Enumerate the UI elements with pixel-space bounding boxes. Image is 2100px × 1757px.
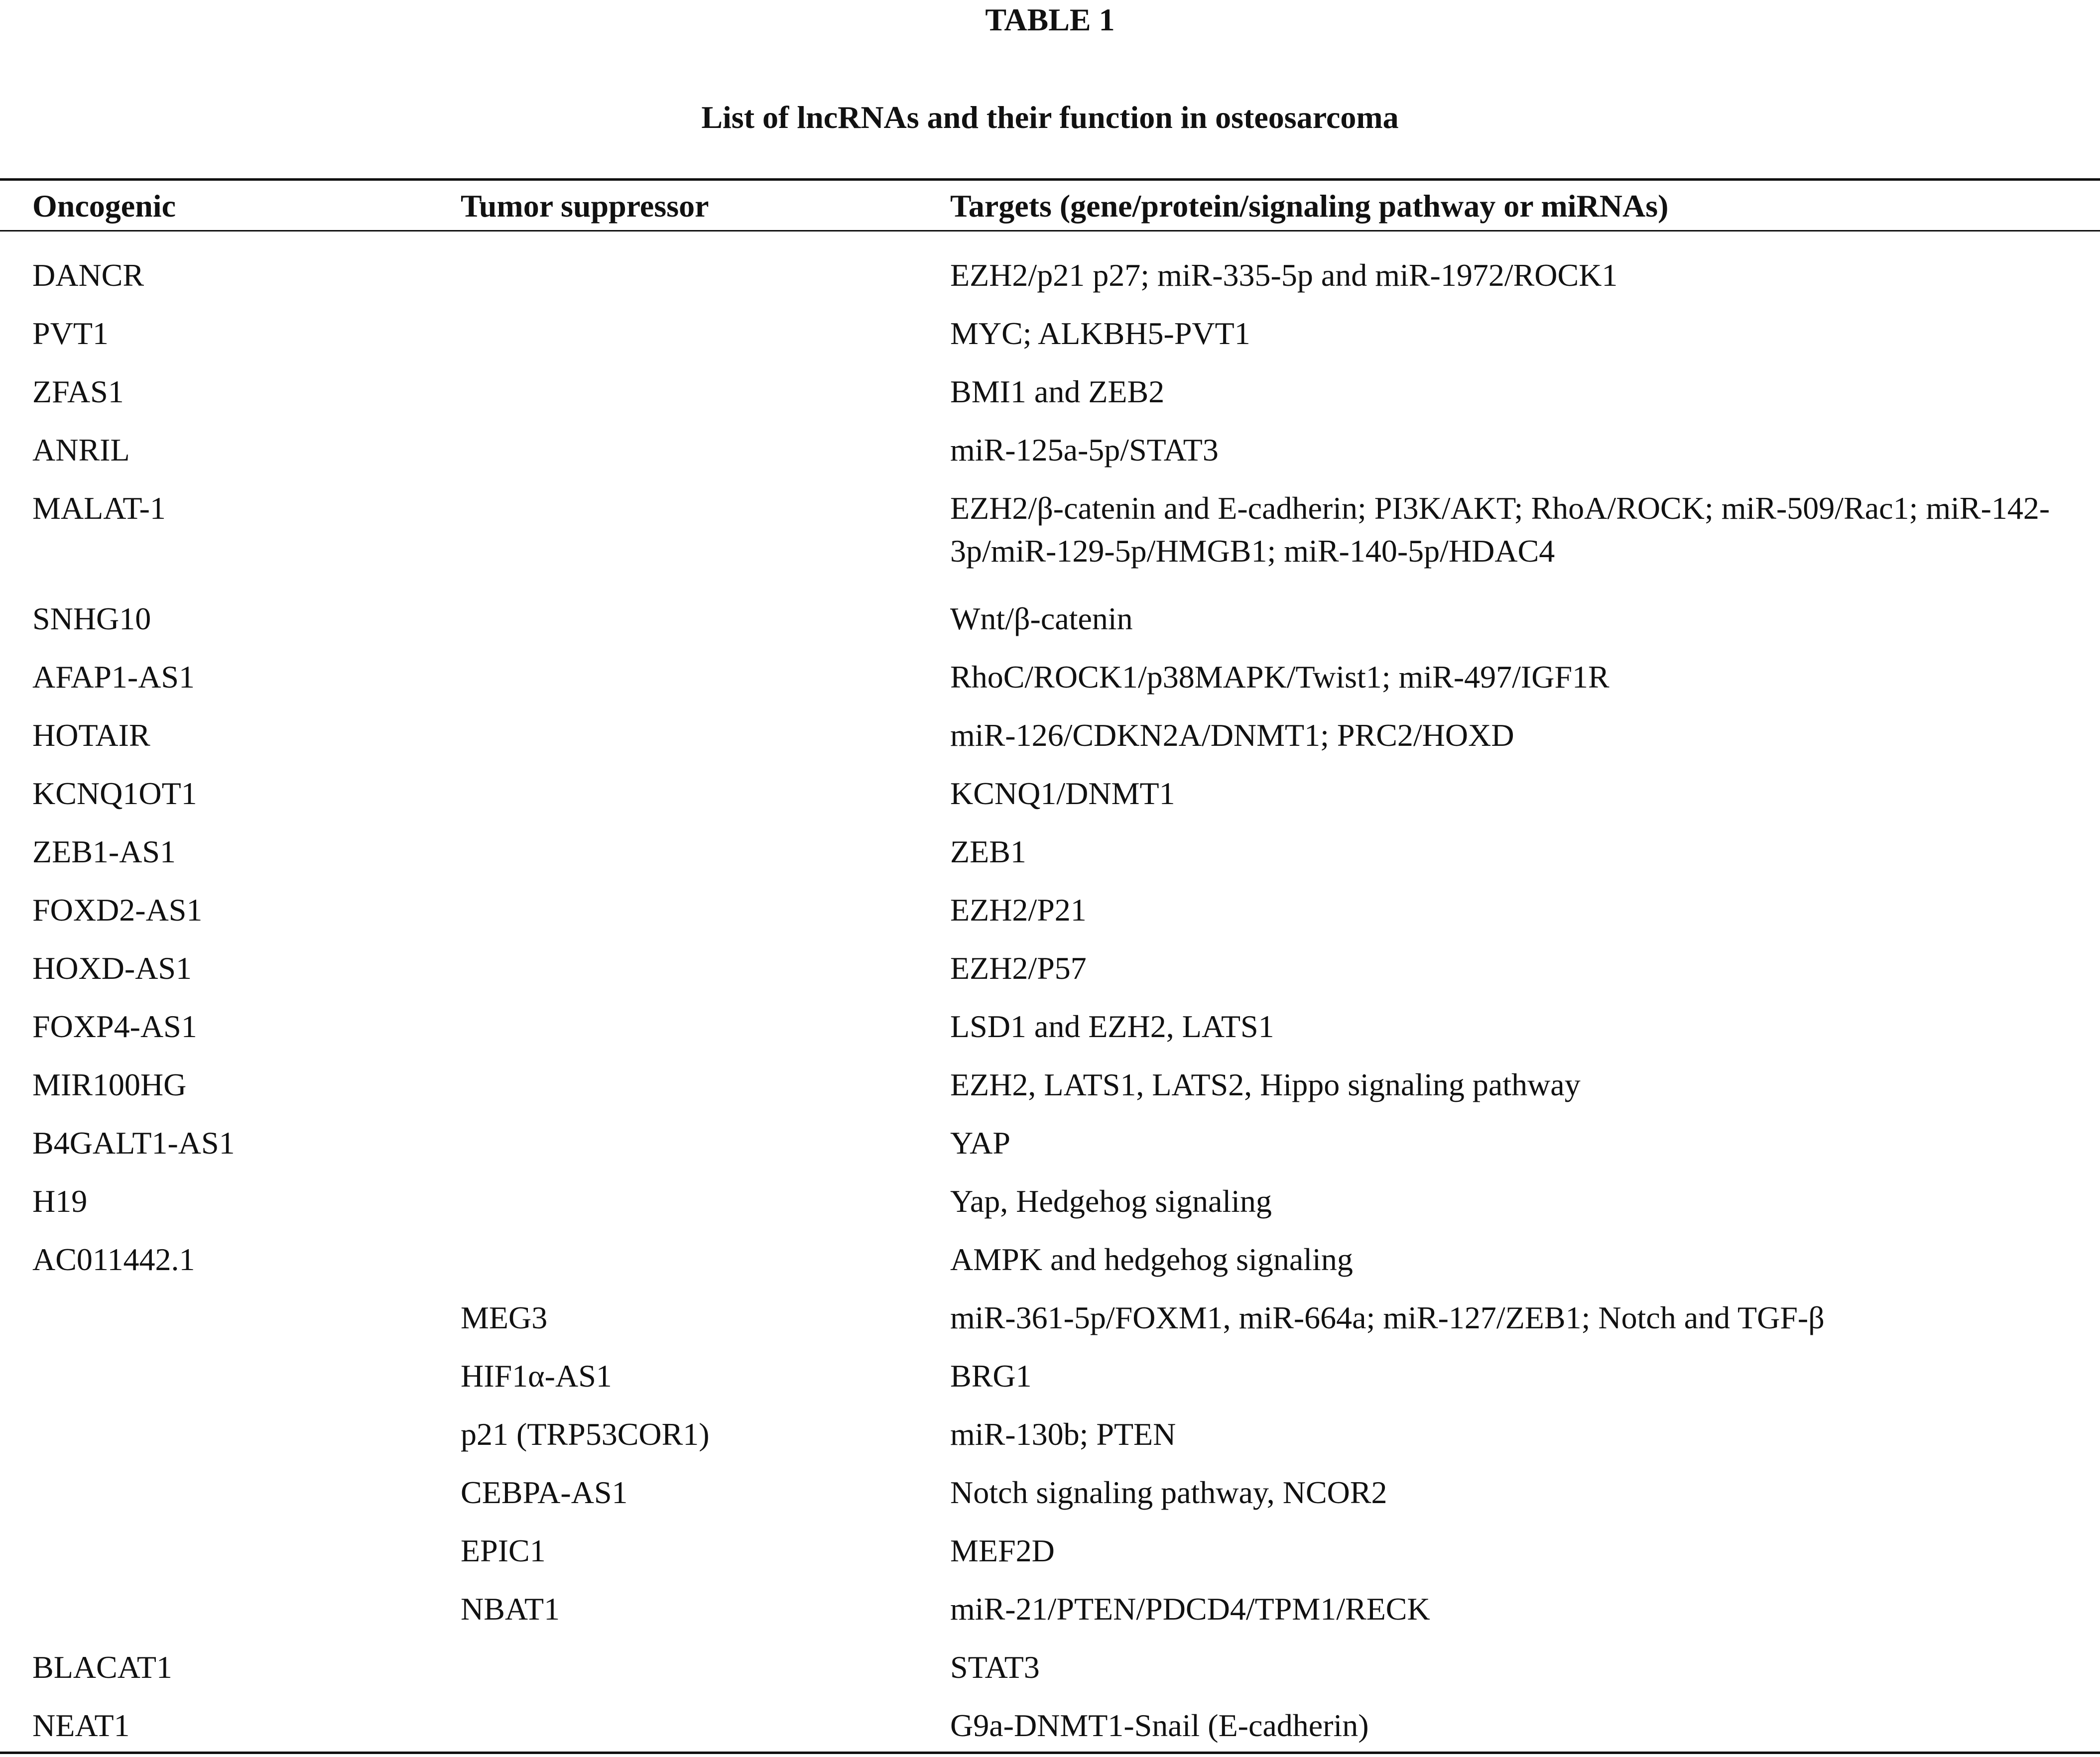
cell-oncogenic: ZFAS1 [32, 374, 124, 409]
cell-tumor-suppressor: p21 (TRP53COR1) [461, 1416, 710, 1452]
cell-targets: RhoC/ROCK1/p38MAPK/Twist1; miR-497/IGF1R [950, 659, 1609, 695]
header-targets: Targets (gene/protein/signaling pathway or miRNAs) [950, 188, 1669, 224]
cell-targets: Yap, Hedgehog signaling [950, 1183, 1272, 1219]
cell-targets: EZH2/p21 p27; miR-335-5p and miR-1972/ROCK1 [950, 257, 1618, 293]
cell-oncogenic: AC011442.1 [32, 1242, 195, 1277]
cell-targets: LSD1 and EZH2, LATS1 [950, 1009, 1274, 1044]
cell-oncogenic: SNHG10 [32, 601, 151, 636]
cell-targets: G9a-DNMT1-Snail (E-cadherin) [950, 1708, 1369, 1743]
cell-oncogenic: PVT1 [32, 316, 109, 351]
cell-targets: Wnt/β-catenin [950, 601, 1133, 636]
cell-targets: miR-126/CDKN2A/DNMT1; PRC2/HOXD [950, 717, 1514, 753]
cell-oncogenic: H19 [32, 1183, 88, 1219]
cell-targets: BRG1 [950, 1358, 1032, 1394]
cell-tumor-suppressor: NBAT1 [461, 1591, 560, 1627]
table-header-row [0, 184, 2100, 228]
cell-targets: miR-21/PTEN/PDCD4/TPM1/RECK [950, 1591, 1430, 1627]
cell-targets: AMPK and hedgehog signaling [950, 1242, 1353, 1277]
cell-targets: EZH2/β-catenin and E-cadherin; PI3K/AKT; RhoA/ROCK; miR-509/Rac1; miR-142-3p/miR-129-5p/HMGB1; miR-140-5p/HDAC4 [950, 490, 2050, 569]
cell-oncogenic: KCNQ1OT1 [32, 776, 197, 811]
cell-targets: MEF2D [950, 1533, 1055, 1568]
cell-oncogenic: BLACAT1 [32, 1649, 172, 1685]
cell-targets: YAP [950, 1125, 1010, 1161]
cell-oncogenic: HOXD-AS1 [32, 950, 192, 986]
cell-targets: ZEB1 [950, 834, 1026, 869]
cell-oncogenic: FOXD2-AS1 [32, 892, 203, 928]
header-oncogenic: Oncogenic [32, 188, 176, 224]
cell-targets: STAT3 [950, 1649, 1040, 1685]
cell-tumor-suppressor: MEG3 [461, 1300, 548, 1335]
table-bottom-rule [0, 1752, 2100, 1754]
cell-oncogenic: NEAT1 [32, 1708, 130, 1743]
table-label: TABLE 1 [985, 2, 1115, 37]
cell-oncogenic: AFAP1-AS1 [32, 659, 195, 695]
cell-tumor-suppressor: CEBPA-AS1 [461, 1475, 628, 1510]
cell-oncogenic: DANCR [32, 257, 144, 293]
cell-oncogenic: ZEB1-AS1 [32, 834, 176, 869]
cell-oncogenic: HOTAIR [32, 717, 150, 753]
cell-targets: EZH2/P57 [950, 950, 1087, 986]
table-top-rule [0, 178, 2100, 181]
table-caption: List of lncRNAs and their function in osteosarcoma [701, 100, 1399, 135]
cell-targets: Notch signaling pathway, NCOR2 [950, 1475, 1387, 1510]
cell-tumor-suppressor: HIF1α-AS1 [461, 1358, 612, 1394]
cell-oncogenic: MIR100HG [32, 1067, 187, 1102]
cell-targets: KCNQ1/DNMT1 [950, 776, 1175, 811]
cell-targets: miR-130b; PTEN [950, 1416, 1176, 1452]
cell-oncogenic: FOXP4-AS1 [32, 1009, 197, 1044]
cell-tumor-suppressor: EPIC1 [461, 1533, 546, 1568]
cell-targets: miR-361-5p/FOXM1, miR-664a; miR-127/ZEB1; Notch and TGF-β [950, 1300, 1825, 1335]
cell-targets: EZH2, LATS1, LATS2, Hippo signaling pathway [950, 1067, 1581, 1102]
cell-targets: EZH2/P21 [950, 892, 1087, 928]
cell-targets: miR-125a-5p/STAT3 [950, 432, 1219, 468]
cell-oncogenic: MALAT-1 [32, 490, 166, 526]
cell-targets: MYC; ALKBH5-PVT1 [950, 316, 1250, 351]
table-header-rule [0, 230, 2100, 232]
header-tumor-suppressor: Tumor suppressor [461, 188, 709, 224]
cell-oncogenic: B4GALT1-AS1 [32, 1125, 235, 1161]
cell-targets: BMI1 and ZEB2 [950, 374, 1165, 409]
cell-oncogenic: ANRIL [32, 432, 130, 468]
